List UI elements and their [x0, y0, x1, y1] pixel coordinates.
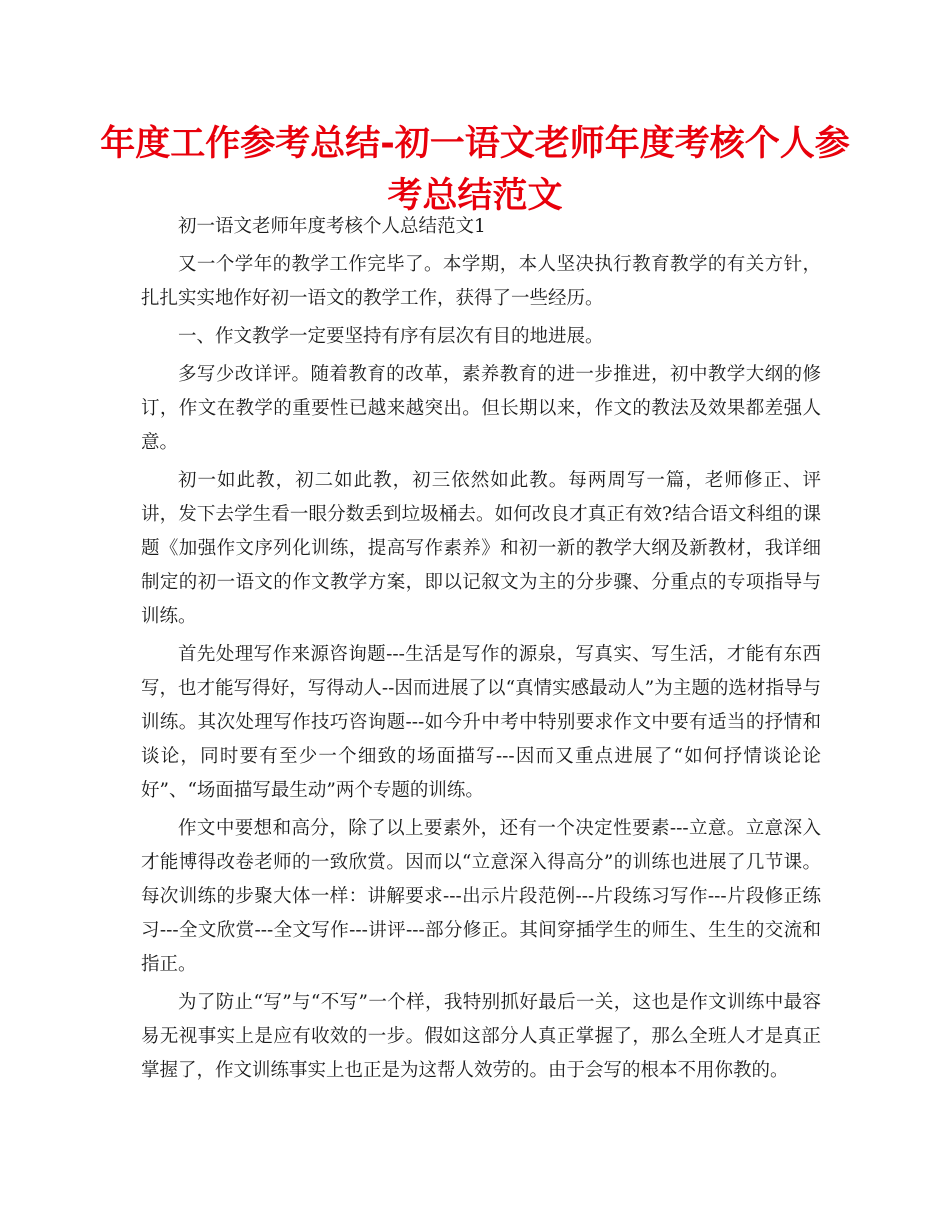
document-body — [141, 210, 821, 1092]
paragraph-body: 初一如此教，初二如此教，初三依然如此教。每两周写一篇，老师修正、评讲，发下去学生看一眼分数丢到垃圾桶去。如何改良才真正有效?结合语文科组的课题《加强作文序列化训练，提高写作素养》和初一新的教学大纲及新教材，我详细制定的初一语文的作文教学方案，即以记叙文为主的分步骤、分重点的专项指导与训练。 — [141, 470, 821, 627]
paragraph-subtitle: 初一语文老师年度考核个人总结范文1 — [178, 216, 486, 237]
paragraph-body: 作文中要想和高分，除了以上要素外，还有一个决定性要素---立意。立意深入才能博得改卷老师的一致欣赏。因而以“立意深入得高分”的训练也进展了几节课。每次训练的步聚大体一样：讲解要求---出示片段范例---片段练习写作---片段修正练习---全文欣赏---全文写作---讲评---部分修正。其间穿插学生的师生、生生的交流和指正。 — [141, 818, 821, 975]
paragraph-body: 多写少改详评。随着教育的改革，素养教育的进一步推进，初中教学大纲的修订，作文在教学的重要性已越来越突出。但长期以来，作文的教法及效果都差强人意。 — [141, 364, 821, 453]
paragraph-body: 为了防止“写”与“不写”一个样，我特别抓好最后一关，这也是作文训练中最容易无视事实上是应有收效的一步。假如这部分人真正掌握了，那么全班人才是真正掌握了，作文训练事实上也正是为这帮人效劳的。由于会写的根本不用你教的。 — [141, 992, 821, 1081]
paragraph-body: 首先处理写作来源咨询题---生活是写作的源泉，写真实、写生活，才能有东西写，也才能写得好，写得动人--因而进展了以“真情实感最动人”为主题的选材指导与训练。其次处理写作技巧咨询题---如今升中考中特别要求作文中要有适当的抒情和谈论，同时要有至少一个细致的场面描写---因而又重点进展了“如何抒情谈论论好”、“场面描写最生动”两个专题的训练。 — [141, 644, 821, 801]
document-title: 年度工作参考总结-初一语文老师年度考核个人参考总结范文 — [100, 124, 850, 216]
paragraph-section-heading: 一、作文教学一定要坚持有序有层次有目的地进展。 — [178, 326, 604, 347]
paragraph-intro: 又一个学年的教学工作完毕了。本学期，本人坚决执行教育教学的有关方针，扎扎实实地作好初一语文的教学工作，获得了一些经历。 — [141, 254, 821, 309]
